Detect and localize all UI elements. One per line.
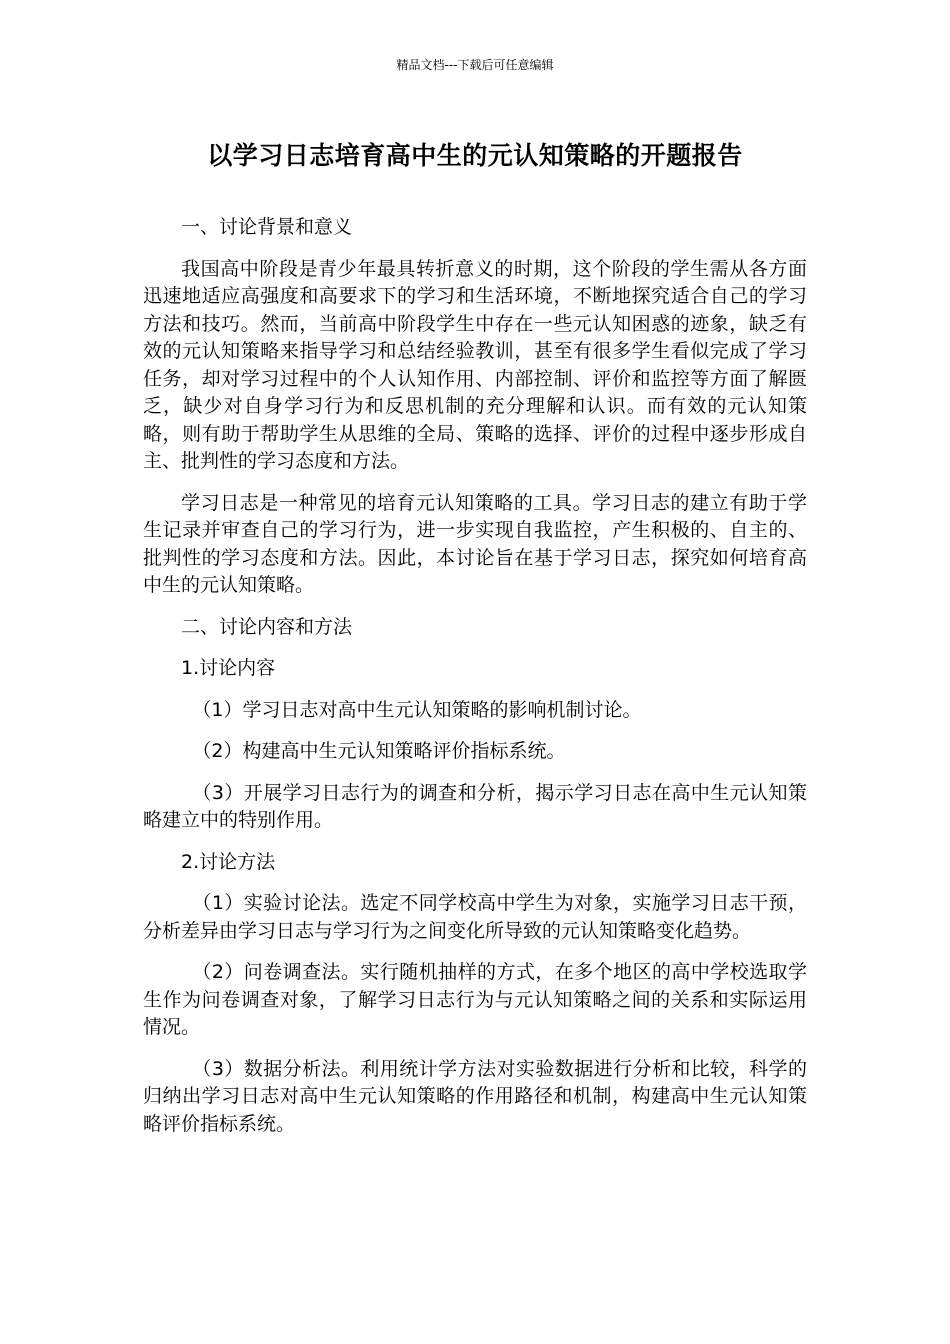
- content-item-2: （2）构建高中生元认知策略评价指标系统。: [192, 740, 566, 762]
- header-note: 精品文档---下载后可任意编辑: [396, 58, 554, 72]
- subheading-content: 1.讨论内容: [181, 657, 276, 679]
- method-item-1: （1）实验讨论法。选定不同学校高中学生为对象，实施学习日志干预，分析差异由学习日志与学习行为之间变化所导致的元认知策略变化趋势。: [143, 892, 807, 942]
- section-heading-background: 一、讨论背景和意义: [181, 216, 353, 238]
- method-item-2: （2）问卷调查法。实行随机抽样的方式，在多个地区的高中学校选取学生作为问卷调查对象，了解学习日志行为与元认知策略之间的关系和实际运用情况。: [143, 961, 807, 1038]
- paragraph-learning-log: 学习日志是一种常见的培育元认知策略的工具。学习日志的建立有助于学生记录并审查自己的学习行为，进一步实现自我监控，产生积极的、自主的、批判性的学习态度和方法。因此，本讨论旨在基于学习日志，探究如何培育高中生的元认知策略。: [143, 491, 807, 596]
- paragraph-background: 我国高中阶段是青少年最具转折意义的时期，这个阶段的学生需从各方面迅速地适应高强度和高要求下的学习和生活环境，不断地探究适合自己的学习方法和技巧。然而，当前高中阶段学生中存在一些元认知困惑的迹象，缺乏有效的元认知策略来指导学习和总结经验教训，甚至有很多学生看似完成了学习任务，却对学习过程中的个人认知作用、内部控制、评价和监控等方面了解匮乏，缺少对自身学习行为和反思机制的充分理解和认识。而有效的元认知策略，则有助于帮助学生从思维的全局、策略的选择、评价的过程中逐步形成自主、批判性的学习态度和方法。: [143, 257, 807, 472]
- method-item-3: （3）数据分析法。利用统计学方法对实验数据进行分析和比较，科学的归纳出学习日志对高中生元认知策略的作用路径和机制，构建高中生元认知策略评价指标系统。: [143, 1057, 807, 1135]
- subheading-methods: 2.讨论方法: [181, 850, 276, 873]
- section-heading-content-methods: 二、讨论内容和方法: [181, 615, 353, 638]
- content-item-1: （1）学习日志对高中生元认知策略的影响机制讨论。: [192, 698, 642, 721]
- document-title: 以学习日志培育高中生的元认知策略的开题报告: [207, 141, 743, 170]
- document-body: [143, 214, 807, 1152]
- content-item-3: （3）开展学习日志行为的调查和分析，揭示学习日志在高中生元认知策略建立中的特别作用。: [143, 781, 807, 831]
